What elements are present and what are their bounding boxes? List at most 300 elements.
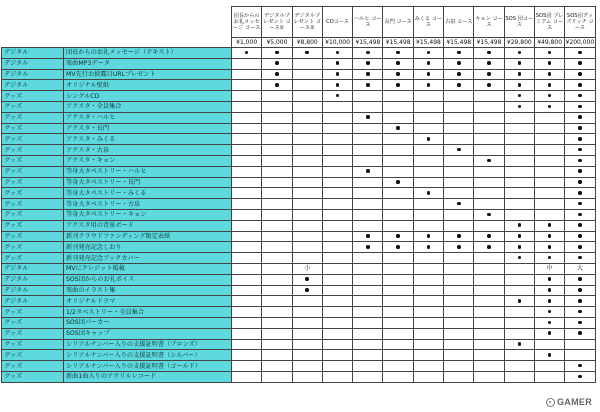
inclusion-cell (565, 274, 595, 285)
inclusion-cell (504, 80, 534, 91)
inclusion-cell (444, 328, 474, 339)
inclusion-cell (232, 101, 262, 112)
course-header: SOS団 プレミアム コース (534, 7, 564, 38)
inclusion-cell (474, 166, 504, 177)
watermark (546, 397, 592, 407)
inclusion-cell (353, 91, 383, 102)
inclusion-cell (292, 371, 322, 382)
inclusion-cell (383, 263, 413, 274)
reward-item-cell: シリアルナンバー入りの支援証明書（ブロンズ） (64, 339, 232, 350)
inclusion-cell (474, 209, 504, 220)
table-row (2, 69, 596, 80)
inclusion-cell (232, 58, 262, 69)
inclusion-cell (444, 317, 474, 328)
inclusion-cell (292, 188, 322, 199)
included-dot-icon (336, 72, 340, 76)
included-dot-icon (518, 94, 522, 98)
category-cell: グッズ (2, 317, 64, 328)
inclusion-cell (565, 285, 595, 296)
inclusion-cell (504, 371, 534, 382)
reward-item-cell: アクスタ・ハルヒ (64, 112, 232, 123)
course-price: ¥49,800 (534, 38, 564, 48)
included-dot-icon (457, 72, 461, 76)
inclusion-cell (383, 123, 413, 134)
inclusion-cell (534, 361, 564, 372)
header-spacer (2, 7, 64, 38)
included-dot-icon (548, 321, 552, 325)
inclusion-cell (534, 274, 564, 285)
header-spacer (64, 7, 232, 38)
inclusion-cell (383, 317, 413, 328)
inclusion-cell (534, 134, 564, 145)
inclusion-cell (232, 263, 262, 274)
table-row (2, 253, 596, 264)
inclusion-cell (504, 253, 534, 264)
inclusion-cell (383, 166, 413, 177)
inclusion-cell (565, 134, 595, 145)
inclusion-cell (292, 134, 322, 145)
inclusion-cell (232, 231, 262, 242)
included-dot-icon (518, 299, 522, 303)
inclusion-cell (262, 231, 292, 242)
category-cell: グッズ (2, 145, 64, 156)
category-cell: グッズ (2, 199, 64, 210)
inclusion-cell (322, 328, 352, 339)
inclusion-cell (232, 123, 262, 134)
included-dot-icon (457, 51, 461, 55)
inclusion-cell (565, 155, 595, 166)
inclusion-cell (383, 101, 413, 112)
category-cell: デジタル (2, 48, 64, 59)
included-dot-icon (578, 223, 582, 227)
included-dot-icon (518, 245, 522, 249)
included-dot-icon (366, 245, 370, 249)
course-price: ¥200,000 (565, 39, 595, 46)
inclusion-cell (353, 296, 383, 307)
included-dot-icon (578, 94, 582, 98)
inclusion-cell (322, 145, 352, 156)
reward-item-cell: アクスタ・長門 (64, 123, 232, 134)
included-dot-icon (548, 61, 552, 65)
category-cell: グッズ (2, 177, 64, 188)
reward-item-cell: MVにクレジット掲載 (64, 263, 232, 274)
inclusion-cell (353, 350, 383, 361)
inclusion-cell (262, 307, 292, 318)
included-dot-icon (366, 72, 370, 76)
included-dot-icon (518, 61, 522, 65)
inclusion-cell (232, 112, 262, 123)
inclusion-cell (504, 69, 534, 80)
inclusion-cell (565, 231, 595, 242)
inclusion-cell (383, 285, 413, 296)
inclusion-cell (232, 134, 262, 145)
inclusion-cell (383, 339, 413, 350)
inclusion-cell (474, 91, 504, 102)
inclusion-cell (262, 371, 292, 382)
inclusion-cell (292, 48, 322, 59)
inclusion-cell (444, 361, 474, 372)
inclusion-cell (565, 296, 595, 307)
included-dot-icon (427, 137, 431, 141)
inclusion-cell (565, 253, 595, 264)
inclusion-cell (534, 145, 564, 156)
inclusion-cell (292, 101, 322, 112)
included-dot-icon (578, 213, 582, 217)
included-dot-icon (578, 169, 582, 173)
course-header: デジタルプレゼント コース② (292, 7, 322, 38)
included-dot-icon (578, 299, 582, 303)
inclusion-cell (292, 155, 322, 166)
inclusion-cell (474, 328, 504, 339)
inclusion-cell (232, 307, 262, 318)
inclusion-cell (353, 361, 383, 372)
inclusion-cell (504, 231, 534, 242)
included-dot-icon (548, 223, 552, 227)
included-dot-icon (336, 51, 340, 55)
inclusion-cell (565, 112, 595, 123)
inclusion-cell (322, 188, 352, 199)
inclusion-cell (383, 91, 413, 102)
inclusion-cell (353, 209, 383, 220)
price-spacer (2, 38, 64, 48)
inclusion-cell (534, 242, 564, 253)
included-dot-icon (578, 331, 582, 335)
included-dot-icon (457, 83, 461, 87)
inclusion-cell (262, 58, 292, 69)
table-row (2, 242, 596, 253)
inclusion-cell (292, 253, 322, 264)
inclusion-cell (444, 296, 474, 307)
category-cell: グッズ (2, 328, 64, 339)
category-cell: デジタル (2, 285, 64, 296)
inclusion-cell (292, 361, 322, 372)
inclusion-cell (504, 177, 534, 188)
inclusion-cell (262, 199, 292, 210)
inclusion-cell (232, 199, 262, 210)
inclusion-cell (322, 48, 352, 59)
inclusion-cell (534, 188, 564, 199)
inclusion-cell (383, 48, 413, 59)
inclusion-cell (504, 307, 534, 318)
inclusion-cell (353, 188, 383, 199)
inclusion-cell (565, 188, 595, 199)
inclusion-cell (504, 209, 534, 220)
inclusion-cell (474, 253, 504, 264)
inclusion-cell (353, 69, 383, 80)
inclusion-cell (413, 123, 443, 134)
included-dot-icon (548, 51, 552, 55)
inclusion-cell (444, 263, 474, 274)
table-row (2, 209, 596, 220)
table-row (2, 199, 596, 210)
inclusion-cell (474, 317, 504, 328)
inclusion-cell (504, 134, 534, 145)
table-row (2, 145, 596, 156)
reward-item-cell: SOS団キャップ (64, 328, 232, 339)
inclusion-cell (262, 48, 292, 59)
inclusion-cell (262, 69, 292, 80)
inclusion-cell (534, 112, 564, 123)
course-header: SOS団グッズリッチ コース (565, 7, 595, 38)
inclusion-cell (383, 350, 413, 361)
reward-item-cell: 新刊発売記念ブックカバー (64, 253, 232, 264)
inclusion-cell (534, 209, 564, 220)
category-cell: グッズ (2, 220, 64, 231)
inclusion-cell (322, 123, 352, 134)
inclusion-cell (322, 166, 352, 177)
inclusion-cell (534, 350, 564, 361)
table-row (2, 48, 596, 59)
inclusion-cell (322, 177, 352, 188)
table-row (2, 307, 596, 318)
included-dot-icon (487, 51, 491, 55)
inclusion-cell (383, 199, 413, 210)
inclusion-cell (504, 296, 534, 307)
inclusion-cell (292, 307, 322, 318)
included-dot-icon (305, 277, 309, 281)
inclusion-cell (474, 80, 504, 91)
inclusion-cell (353, 58, 383, 69)
inclusion-cell (292, 166, 322, 177)
inclusion-cell (292, 199, 322, 210)
included-dot-icon (487, 83, 491, 87)
inclusion-cell (413, 307, 443, 318)
included-dot-icon (396, 61, 400, 65)
included-dot-icon (548, 234, 552, 238)
included-dot-icon (396, 245, 400, 249)
included-dot-icon (578, 105, 582, 109)
inclusion-cell (534, 177, 564, 188)
inclusion-cell (565, 91, 595, 102)
inclusion-cell (413, 134, 443, 145)
inclusion-cell (262, 285, 292, 296)
included-dot-icon (578, 245, 582, 249)
inclusion-cell (474, 231, 504, 242)
table-row (2, 317, 596, 328)
inclusion-cell (262, 339, 292, 350)
inclusion-cell (322, 220, 352, 231)
category-cell: グッズ (2, 307, 64, 318)
inclusion-cell (413, 177, 443, 188)
inclusion-cell (444, 112, 474, 123)
inclusion-cell (534, 371, 564, 382)
inclusion-cell (262, 361, 292, 372)
inclusion-cell (383, 307, 413, 318)
inclusion-cell (413, 242, 443, 253)
included-dot-icon (427, 245, 431, 249)
inclusion-cell (383, 177, 413, 188)
inclusion-cell (504, 339, 534, 350)
inclusion-cell (444, 371, 474, 382)
inclusion-cell (413, 371, 443, 382)
course-price: ¥8,800 (292, 38, 322, 48)
inclusion-cell (232, 274, 262, 285)
inclusion-cell (262, 263, 292, 274)
inclusion-cell (444, 155, 474, 166)
inclusion-cell (504, 155, 534, 166)
inclusion-cell (383, 274, 413, 285)
price-spacer (64, 38, 232, 48)
inclusion-cell (565, 242, 595, 253)
table-row (2, 361, 596, 372)
inclusion-cell (292, 231, 322, 242)
inclusion-cell (262, 253, 292, 264)
inclusion-cell (565, 220, 595, 231)
inclusion-cell (504, 350, 534, 361)
included-dot-icon (518, 256, 522, 260)
category-cell: グッズ (2, 339, 64, 350)
included-dot-icon (427, 51, 431, 55)
category-cell: デジタル (2, 296, 64, 307)
inclusion-cell (413, 361, 443, 372)
included-dot-icon (548, 331, 552, 335)
inclusion-cell (232, 209, 262, 220)
included-dot-icon (578, 277, 582, 281)
included-dot-icon (578, 234, 582, 238)
inclusion-cell (474, 242, 504, 253)
inclusion-cell (444, 91, 474, 102)
inclusion-cell (474, 134, 504, 145)
inclusion-cell (474, 220, 504, 231)
inclusion-cell (262, 328, 292, 339)
course-price: ¥15,498 (353, 38, 383, 48)
included-dot-icon (275, 83, 279, 87)
included-dot-icon (366, 115, 370, 119)
included-dot-icon (427, 61, 431, 65)
inclusion-cell (565, 58, 595, 69)
inclusion-cell (292, 339, 322, 350)
course-price: ¥15,498 (413, 38, 443, 48)
included-dot-icon (457, 148, 461, 152)
reward-item-cell: アクスタ用の背景ボード (64, 220, 232, 231)
reward-item-cell: SOS団からのお礼ボイス (64, 274, 232, 285)
inclusion-cell (504, 317, 534, 328)
inclusion-cell (232, 361, 262, 372)
table-row (2, 80, 596, 91)
category-cell: グッズ (2, 350, 64, 361)
inclusion-cell (474, 307, 504, 318)
inclusion-cell (444, 134, 474, 145)
included-dot-icon (578, 126, 582, 130)
category-cell: グッズ (2, 101, 64, 112)
inclusion-cell (232, 285, 262, 296)
inclusion-cell (534, 296, 564, 307)
inclusion-cell (262, 112, 292, 123)
inclusion-cell (232, 188, 262, 199)
table-row (2, 328, 596, 339)
inclusion-cell (444, 177, 474, 188)
inclusion-cell (534, 48, 564, 59)
included-dot-icon (396, 234, 400, 238)
inclusion-cell (353, 317, 383, 328)
inclusion-cell (444, 209, 474, 220)
included-dot-icon (578, 180, 582, 184)
included-dot-icon (396, 180, 400, 184)
inclusion-cell (413, 80, 443, 91)
inclusion-cell (565, 371, 595, 382)
category-cell: グッズ (2, 166, 64, 177)
inclusion-cell (292, 123, 322, 134)
included-dot-icon (548, 245, 552, 249)
inclusion-cell (474, 296, 504, 307)
inclusion-cell (565, 307, 595, 318)
included-dot-icon (396, 126, 400, 130)
inclusion-cell (474, 285, 504, 296)
inclusion-cell (232, 242, 262, 253)
included-dot-icon (548, 310, 552, 314)
inclusion-cell (534, 231, 564, 242)
category-cell: グッズ (2, 242, 64, 253)
inclusion-cell (413, 69, 443, 80)
inclusion-cell (474, 339, 504, 350)
inclusion-cell (353, 112, 383, 123)
inclusion-cell (232, 317, 262, 328)
inclusion-cell (262, 317, 292, 328)
included-dot-icon (275, 51, 279, 55)
inclusion-cell (413, 317, 443, 328)
inclusion-cell (322, 209, 352, 220)
included-dot-icon (578, 321, 582, 325)
inclusion-cell (413, 339, 443, 350)
inclusion-cell (413, 328, 443, 339)
inclusion-cell (322, 101, 352, 112)
table-row (2, 91, 596, 102)
reward-item-cell: 等身大タペストリー・みくる (64, 188, 232, 199)
category-cell: デジタル (2, 80, 64, 91)
inclusion-cell (413, 91, 443, 102)
inclusion-cell (383, 242, 413, 253)
inclusion-cell (262, 209, 292, 220)
inclusion-cell (322, 253, 352, 264)
table-row (2, 231, 596, 242)
reward-item-cell: アクスタ・みくる (64, 134, 232, 145)
included-dot-icon (487, 72, 491, 76)
table-row (2, 188, 596, 199)
included-dot-icon (427, 234, 431, 238)
inclusion-cell (474, 58, 504, 69)
reward-rows (2, 48, 596, 383)
inclusion-cell (232, 91, 262, 102)
course-header: CDコース (322, 7, 352, 38)
included-dot-icon (518, 51, 522, 55)
included-dot-icon (457, 245, 461, 249)
inclusion-cell (322, 285, 352, 296)
course-header: キョン コース (474, 7, 504, 38)
inclusion-cell (262, 123, 292, 134)
inclusion-cell (353, 339, 383, 350)
included-dot-icon (548, 72, 552, 76)
table-row (2, 350, 596, 361)
included-dot-icon (457, 61, 461, 65)
included-dot-icon (578, 83, 582, 87)
reward-item-cell: オリジナルドラマ (64, 296, 232, 307)
inclusion-cell (413, 58, 443, 69)
inclusion-cell (322, 296, 352, 307)
inclusion-cell (504, 242, 534, 253)
reward-item-cell: アクスタ・全員集合 (64, 101, 232, 112)
course-header: SOS 団コース (504, 7, 534, 38)
inclusion-cell (413, 274, 443, 285)
inclusion-cell (504, 145, 534, 156)
inclusion-cell (534, 166, 564, 177)
inclusion-cell (322, 339, 352, 350)
category-cell: グッズ (2, 112, 64, 123)
inclusion-cell (474, 199, 504, 210)
reward-comparison-table (1, 6, 596, 383)
inclusion-cell (322, 69, 352, 80)
inclusion-cell (232, 339, 262, 350)
inclusion-cell: 小 (292, 263, 322, 274)
